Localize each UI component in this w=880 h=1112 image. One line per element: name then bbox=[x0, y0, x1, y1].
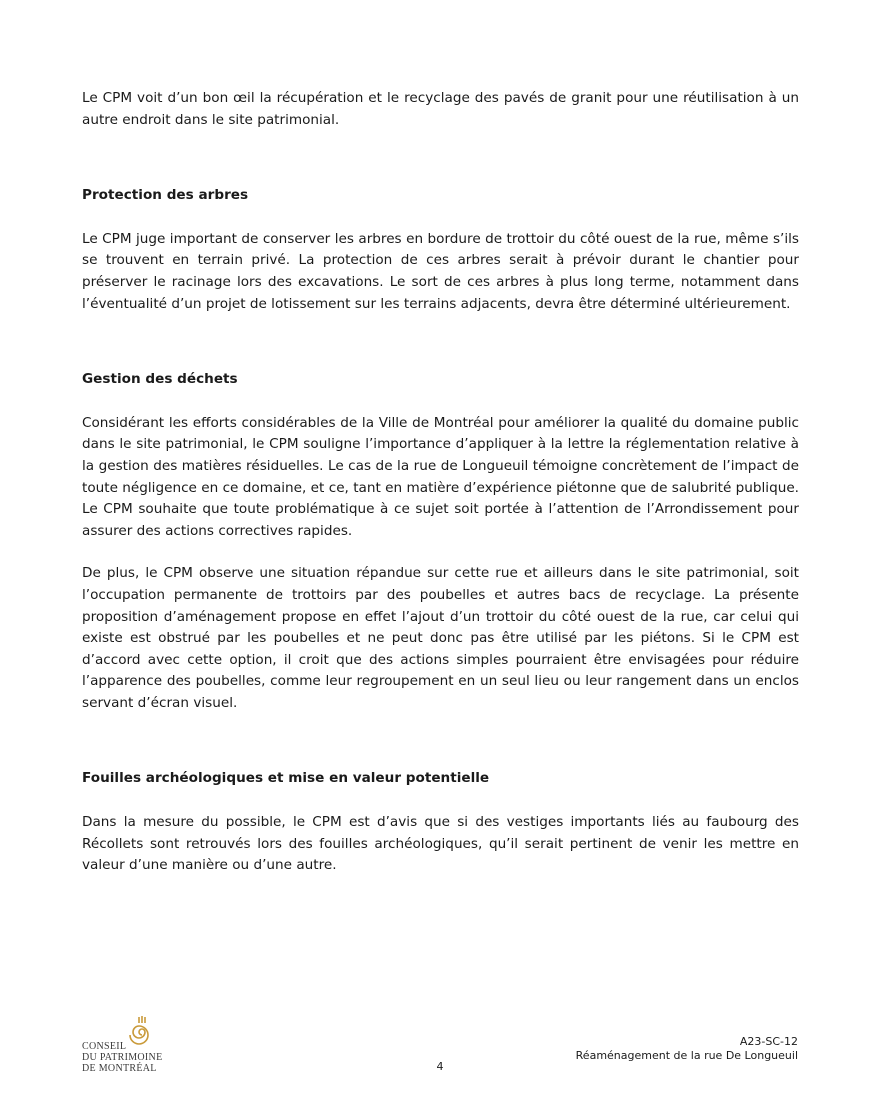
logo-text bbox=[82, 1041, 182, 1074]
document-body bbox=[82, 88, 799, 877]
waste-paragraph-2: De plus, le CPM observe une situation répandue sur cette rue et ailleurs dans le site patrimonial, soit l’occupation permanente de trottoirs par des poubelles et autres bacs de recyclage. La présente proposition d’aménagement propose en effet l’ajout d’un trottoir du côté ouest de la rue, car celui qui existe est obstrué par les poubelles et ne peut donc pas être utilisé par les piétons. Si le CPM est d’accord avec cette option, il croit que des actions simples pourraient être envisagées pour réduire l’apparence des poubelles, comme leur regroupement en un seul lieu ou leur rangement dans un enclos servant d’écran visuel. bbox=[82, 565, 799, 711]
waste-heading: Gestion des déchets bbox=[82, 371, 238, 388]
archaeology-paragraph: Dans la mesure du possible, le CPM est d’avis que si des vestiges importants liés au faubourg des Récollets sont retrouvés lors des fouilles archéologiques, qu’il serait pertinent de venir les mettre en valeur d’une manière ou d’une autre. bbox=[82, 814, 799, 874]
archaeology-heading: Fouilles archéologiques et mise en valeur potentielle bbox=[82, 770, 490, 787]
document-reference bbox=[576, 1035, 798, 1063]
cpm-logo bbox=[82, 1015, 172, 1080]
waste-paragraph-1: Considérant les efforts considérables de la Ville de Montréal pour améliorer la qualité du domaine public dans le site patrimonial, le CPM souligne l’importance d’appliquer à la lettre la réglementation relative à la gestion des matières résiduelles. Le cas de la rue de Longueuil témoigne concrètement de l’impact de toute négligence en ce domaine, et ce, tant en matière d’expérience piétonne que de salubrité publique. Le CPM souhaite que toute problématique à ce sujet soit portée à l’attention de l’Arrondissement pour assurer des actions correctives rapides. bbox=[82, 414, 799, 539]
document-code: A23-SC-12 bbox=[739, 1035, 798, 1048]
trees-paragraph: Le CPM juge important de conserver les arbres en bordure de trottoir du côté ouest de la rue, même s’ils se trouvent en terrain privé. La protection de ces arbres serait à prévoir durant le chantier pour préserver le racinage lors des excavations. Le sort de ces arbres à plus long terme, notamment dans l’éventualité d’un projet de lotissement sur les terrains adjacents, devra être déterminé ultérieurement. bbox=[82, 230, 799, 312]
logo-line-3: DE MONTRÉAL bbox=[82, 1063, 157, 1074]
page-footer bbox=[0, 1015, 880, 1095]
trees-heading: Protection des arbres bbox=[82, 187, 249, 204]
logo-line-2: DU PATRIMOINE bbox=[82, 1052, 163, 1063]
document-title: Réaménagement de la rue De Longueuil bbox=[575, 1049, 798, 1062]
page-number: 4 bbox=[436, 1060, 444, 1073]
logo-line-1: CONSEIL bbox=[82, 1041, 127, 1052]
intro-paragraph: Le CPM voit d’un bon œil la récupération et le recyclage des pavés de granit pour une réutilisation à un autre endroit dans le site patrimonial. bbox=[82, 90, 799, 128]
